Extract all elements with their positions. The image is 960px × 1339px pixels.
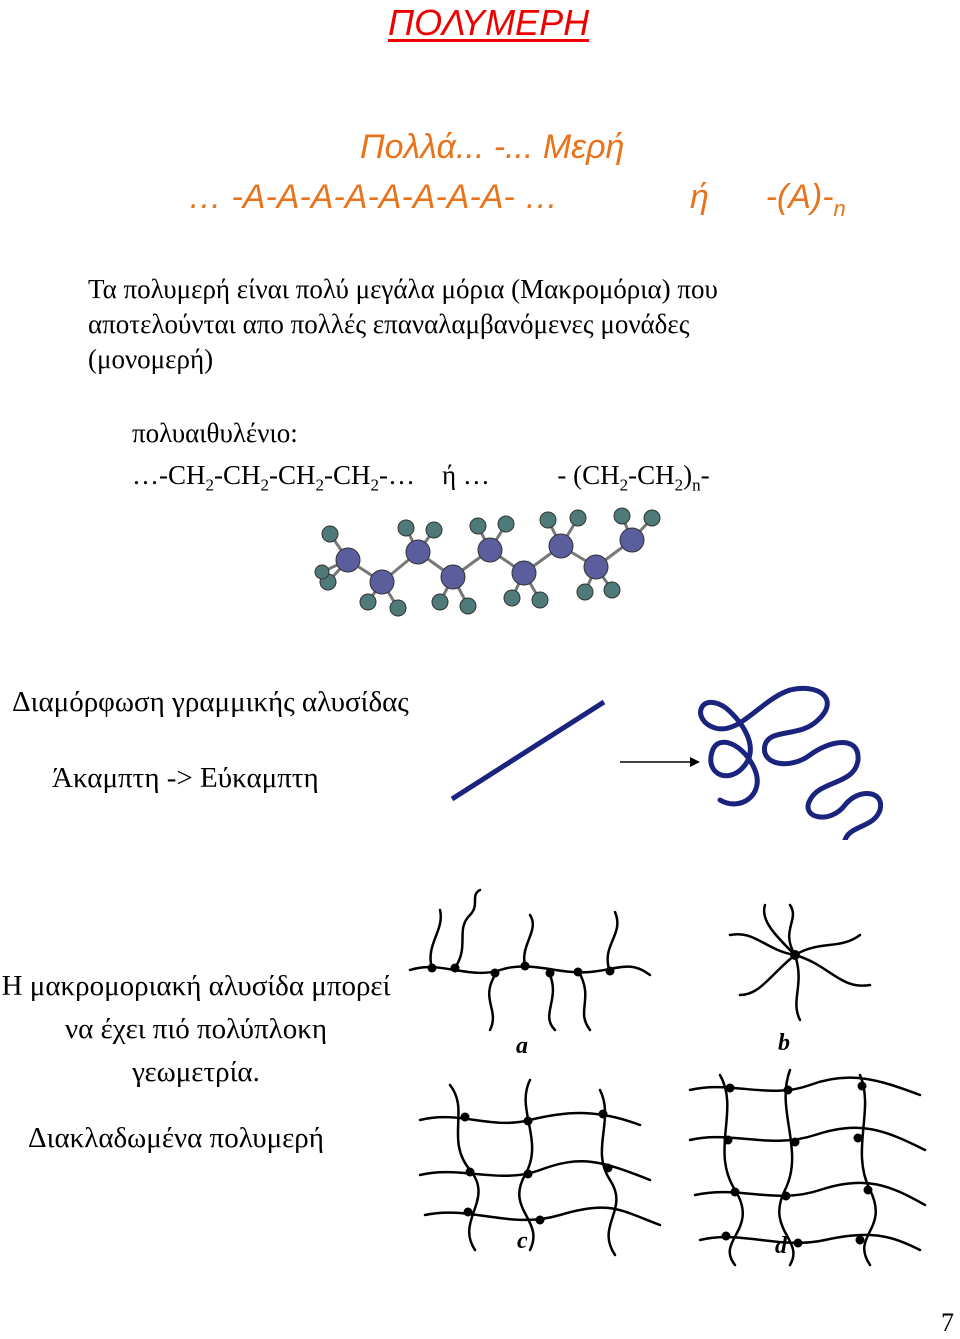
formula-sub: 2: [260, 475, 269, 495]
arm: [795, 955, 800, 1020]
branch: [524, 915, 533, 965]
core-point-b: [790, 950, 800, 960]
arm: [740, 955, 795, 995]
formula-or: ή …: [442, 460, 490, 490]
formula-lead: …-CH: [132, 460, 206, 490]
figure-label-b: b: [778, 1030, 790, 1056]
rigid-flexible-label: Άκαμπτη -> Εύκαμπτη: [52, 762, 319, 794]
chain: [450, 1085, 479, 1250]
formula-sub: 2: [205, 475, 214, 495]
formula-sub: 2: [370, 475, 379, 495]
formula-sub: 2: [674, 475, 684, 495]
formula-right-lead: - (CH: [557, 460, 620, 490]
branch: [430, 910, 440, 968]
branched-polymers-label: Διακλαδωμένα πολυμερή: [28, 1122, 324, 1154]
arm: [795, 935, 860, 955]
crosslinks-d: [722, 1082, 873, 1248]
arm: [789, 905, 795, 955]
page-title: ΠΟΛΥΜΕΡΗ: [388, 2, 590, 43]
formula-right-mid: -CH: [628, 460, 675, 490]
subtitle-compact: -(A)-: [765, 178, 834, 216]
figure-label-a: a: [516, 1033, 528, 1059]
chain: [519, 1080, 533, 1250]
polyethylene-name: πολυαιθυλένιο:: [132, 418, 298, 448]
formula-sub: 2: [315, 475, 324, 495]
chain: [420, 1161, 650, 1180]
subtitle-or: ή: [690, 178, 709, 216]
intro-line-1: Τα πολυμερή είναι πολύ μεγάλα μόρια (Μακρομόρια) που: [88, 274, 718, 304]
formula-part: -CH: [324, 460, 371, 490]
intro-line-3: (μονομερή): [88, 344, 214, 374]
branch-points-a: [428, 962, 615, 978]
formula-right-close: ): [683, 460, 693, 490]
figure-label-c: c: [517, 1228, 528, 1254]
complex-geometry-text: Η μακρομοριακή αλυσίδα μπορεί να έχει πιό πολύπλοκη γεωμετρία.: [1, 970, 391, 1088]
branch: [578, 970, 590, 1030]
formula-part: -CH: [269, 460, 316, 490]
formula-n: n: [692, 475, 701, 495]
subtitle-many-parts: Πολλά... -... Μερή: [360, 128, 625, 166]
chain: [695, 1183, 925, 1205]
branch: [455, 890, 480, 968]
subtitle-compact-sub: n: [833, 195, 846, 221]
page-number: 7: [941, 1308, 954, 1337]
arm: [795, 955, 870, 986]
branched-figure-b: [730, 905, 870, 1020]
branched-figure-a: [410, 890, 650, 1030]
intro-line-2: αποτελούνται απο πολλές επαναλαμβανόμενες μονάδες: [88, 309, 690, 339]
formula-sub: 2: [619, 475, 629, 495]
subtitle-chain: … -A-A-A-A-A-A-A-A- …: [188, 178, 559, 216]
branch: [608, 912, 618, 972]
formula-tail: -…: [379, 460, 415, 490]
branch: [489, 975, 495, 1030]
formula-right-tail: -: [700, 460, 710, 490]
branch: [549, 975, 555, 1030]
figure-label-d: d: [775, 1233, 787, 1259]
linear-chain-heading: Διαμόρφωση γραμμικής αλυσίδας: [12, 686, 409, 718]
branched-figure-c: [420, 1080, 660, 1255]
formula-part: -CH: [214, 460, 261, 490]
